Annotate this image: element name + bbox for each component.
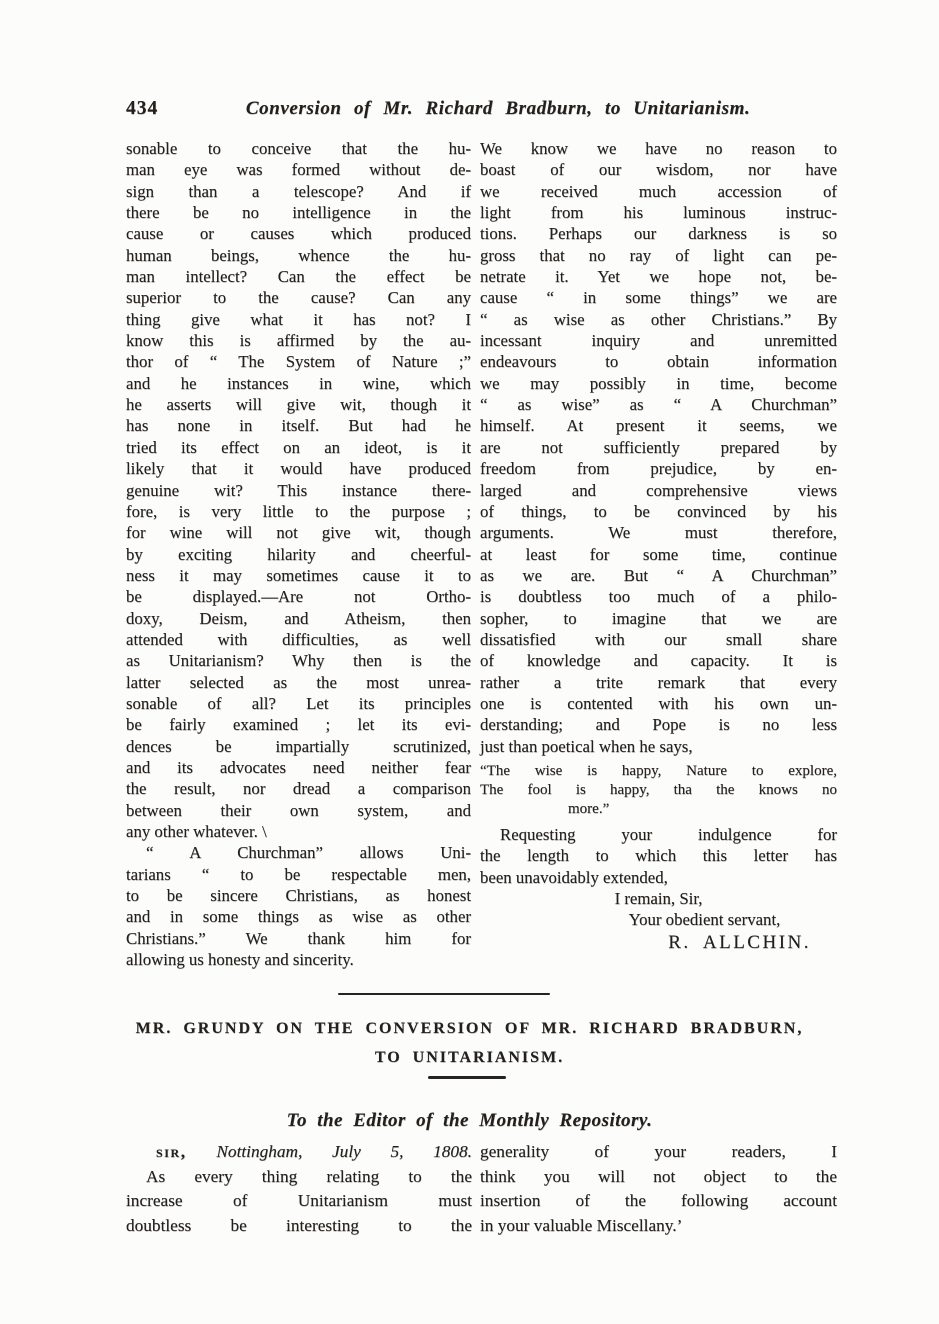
text-line: doubtless be interesting to the [126, 1216, 472, 1236]
text-line: generality of your readers, I [480, 1142, 837, 1161]
text-line: sonable of all? Let its principles [126, 693, 471, 713]
text-line: sonable to conceive that the hu- [126, 139, 471, 158]
article-left-column [126, 138, 471, 970]
text-line: and in some things as wise as other [126, 907, 471, 927]
text-line: Requesting your indulgence for [500, 824, 837, 844]
text-line: superior to the cause? Can any [126, 288, 471, 308]
text-line: cause “ in some things” we are [480, 288, 837, 308]
text-line: man eye was formed without de- [126, 160, 471, 180]
text-line: at least for some time, continue [480, 544, 837, 564]
text-line: I remain, Sir, [614, 889, 703, 908]
text-line: derstanding; and Pope is no less [480, 715, 837, 735]
article-right-column [480, 138, 837, 955]
text-line: fore, is very little to the purpose ; [126, 501, 471, 521]
text-line: we may possibly in time, become [480, 373, 837, 393]
text-line: as Unitarianism? Why then is the [126, 651, 471, 671]
text-line: arguments. We must therefore, [480, 523, 837, 543]
text-line: attended with difficulties, as well [126, 629, 471, 649]
text-line: man intellect? Can the effect be [126, 267, 471, 287]
dateline: Nottingham, July 5, 1808. [216, 1142, 472, 1161]
text-line: likely that it would have produced [126, 459, 471, 479]
text-line: be fairly examined ; let its evi- [126, 715, 471, 735]
letter-left-column [126, 1140, 472, 1239]
text-line: “The wise is happy, Nature to explore, [480, 762, 837, 779]
text-line: doxy, Deism, and Atheism, then [126, 608, 471, 628]
short-divider-rule [428, 1076, 506, 1079]
text-line: one is contented with his own un- [480, 693, 837, 713]
text-line: has none in itself. But had he [126, 416, 471, 436]
text-line: there be no intelligence in the [126, 203, 471, 223]
text-line: the length to which this letter has [480, 846, 837, 866]
text-line: larged and comprehensive views [480, 480, 837, 500]
text-line: human beings, whence the hu- [126, 245, 471, 265]
text-line: Your obedient servant, [628, 910, 781, 930]
text-line: are not sufficiently prepared by [480, 437, 837, 457]
text-line: As every thing relating to the [146, 1166, 472, 1186]
editor-address: To the Editor of the Monthly Repository. [286, 1110, 653, 1131]
text-line: been unavoidably extended, [480, 867, 668, 887]
text-line: tried its effect on an ideot, is it [126, 437, 471, 457]
text-line: latter selected as the most unrea- [126, 672, 471, 692]
text-line: “ as wise as other Christians.” By [480, 309, 837, 329]
text-line: we received much accession of [480, 181, 837, 201]
text-line: by exciting hilarity and cheerful- [126, 544, 471, 564]
text-line: boast of our wisdom, nor have [480, 160, 837, 180]
text-line: ness it may sometimes cause it to [126, 565, 471, 585]
text-line: “ A Churchman” allows Uni- [146, 843, 471, 863]
text-line: sopher, to imagine that we are [480, 608, 837, 628]
text-line: any other whatever. \ [126, 822, 267, 841]
text-line: is doubtless too much of a philo- [480, 587, 837, 607]
text-line: thing give what it has not? I [126, 309, 471, 329]
salutation-dateline [126, 1140, 472, 1165]
text-line: thor of “ The System of Nature ;” [126, 352, 471, 372]
text-line: and he instances in wine, which [126, 373, 471, 393]
text-line: and its advocates need neither fear [126, 757, 471, 777]
text-line: know this is affirmed by the au- [126, 331, 471, 351]
text-line: in your valuable Miscellany.’ [480, 1216, 683, 1236]
text-line: as we are. But “ A Churchman” [480, 565, 837, 585]
text-line: endeavours to obtain information [480, 352, 837, 372]
text-line: be displayed.—Are not Ortho- [126, 587, 471, 607]
text-line: tions. Perhaps our darkness is so [480, 224, 837, 244]
text-line: think you will not object to the [480, 1166, 837, 1186]
page-number: 434 [126, 98, 159, 119]
text-line: increase of Unitarianism must [126, 1191, 472, 1211]
text-line: for wine will not give wit, though [126, 523, 471, 543]
text-line: gross that no ray of light can pe- [480, 245, 837, 265]
section-divider-rule [338, 993, 550, 995]
text-line: freedom from prejudice, by en- [480, 459, 837, 479]
text-line: tarians “ to be respectable men, [126, 864, 471, 884]
text-line: between their own system, and [126, 800, 471, 820]
text-line: to be sincere Christians, as honest [126, 886, 471, 906]
text-line: netrate it. Yet we hope not, be- [480, 267, 837, 287]
text-line: cause or causes which produced [126, 224, 471, 244]
text-line: “ as wise” as “ A Churchman” [480, 395, 837, 415]
text-line: of knowledge and capacity. It is [480, 651, 837, 671]
text-line: R. ALLCHIN. [668, 931, 811, 953]
text-line: allowing us honesty and sincerity. [126, 950, 354, 970]
text-line: genuine wit? This instance there- [126, 480, 471, 500]
text-line: of things, to be convinced by his [480, 501, 837, 521]
text-line: more.” [568, 800, 610, 817]
text-line: sign than a telescope? And if [126, 181, 471, 201]
text-line: himself. At present it seems, we [480, 416, 837, 436]
section-heading-line-1: MR. GRUNDY ON THE CONVERSION OF MR. RICHARD BRADBURN, [135, 1020, 804, 1037]
text-line: light from his luminous instruc- [480, 203, 837, 223]
letter-left-lines [126, 1165, 472, 1239]
text-line: dissatisfied with our small share [480, 629, 837, 649]
salutation: sir, [156, 1142, 187, 1161]
text-line: he asserts will give wit, though it [126, 395, 471, 415]
text-line: We know we have no reason to [480, 139, 837, 158]
section-heading-line-2: TO UNITARIANISM. [374, 1049, 565, 1066]
text-line: just than poetical when he says, [480, 736, 693, 756]
section-heading [0, 1014, 939, 1072]
text-line: incessant inquiry and unremitted [480, 331, 837, 351]
letter-right-column [480, 1140, 837, 1239]
text-line: dences be impartially scrutinized, [126, 736, 471, 756]
running-title: Conversion of Mr. Richard Bradburn, to Unitarianism. [245, 98, 751, 119]
text-line: the result, nor dread a comparison [126, 779, 471, 799]
running-head [126, 98, 838, 120]
text-line: rather a trite remark that every [480, 672, 837, 692]
text-line: The fool is happy, tha the knows no [480, 781, 837, 798]
text-line: Christians.” We thank him for [126, 928, 471, 948]
text-line: insertion of the following account [480, 1191, 837, 1211]
